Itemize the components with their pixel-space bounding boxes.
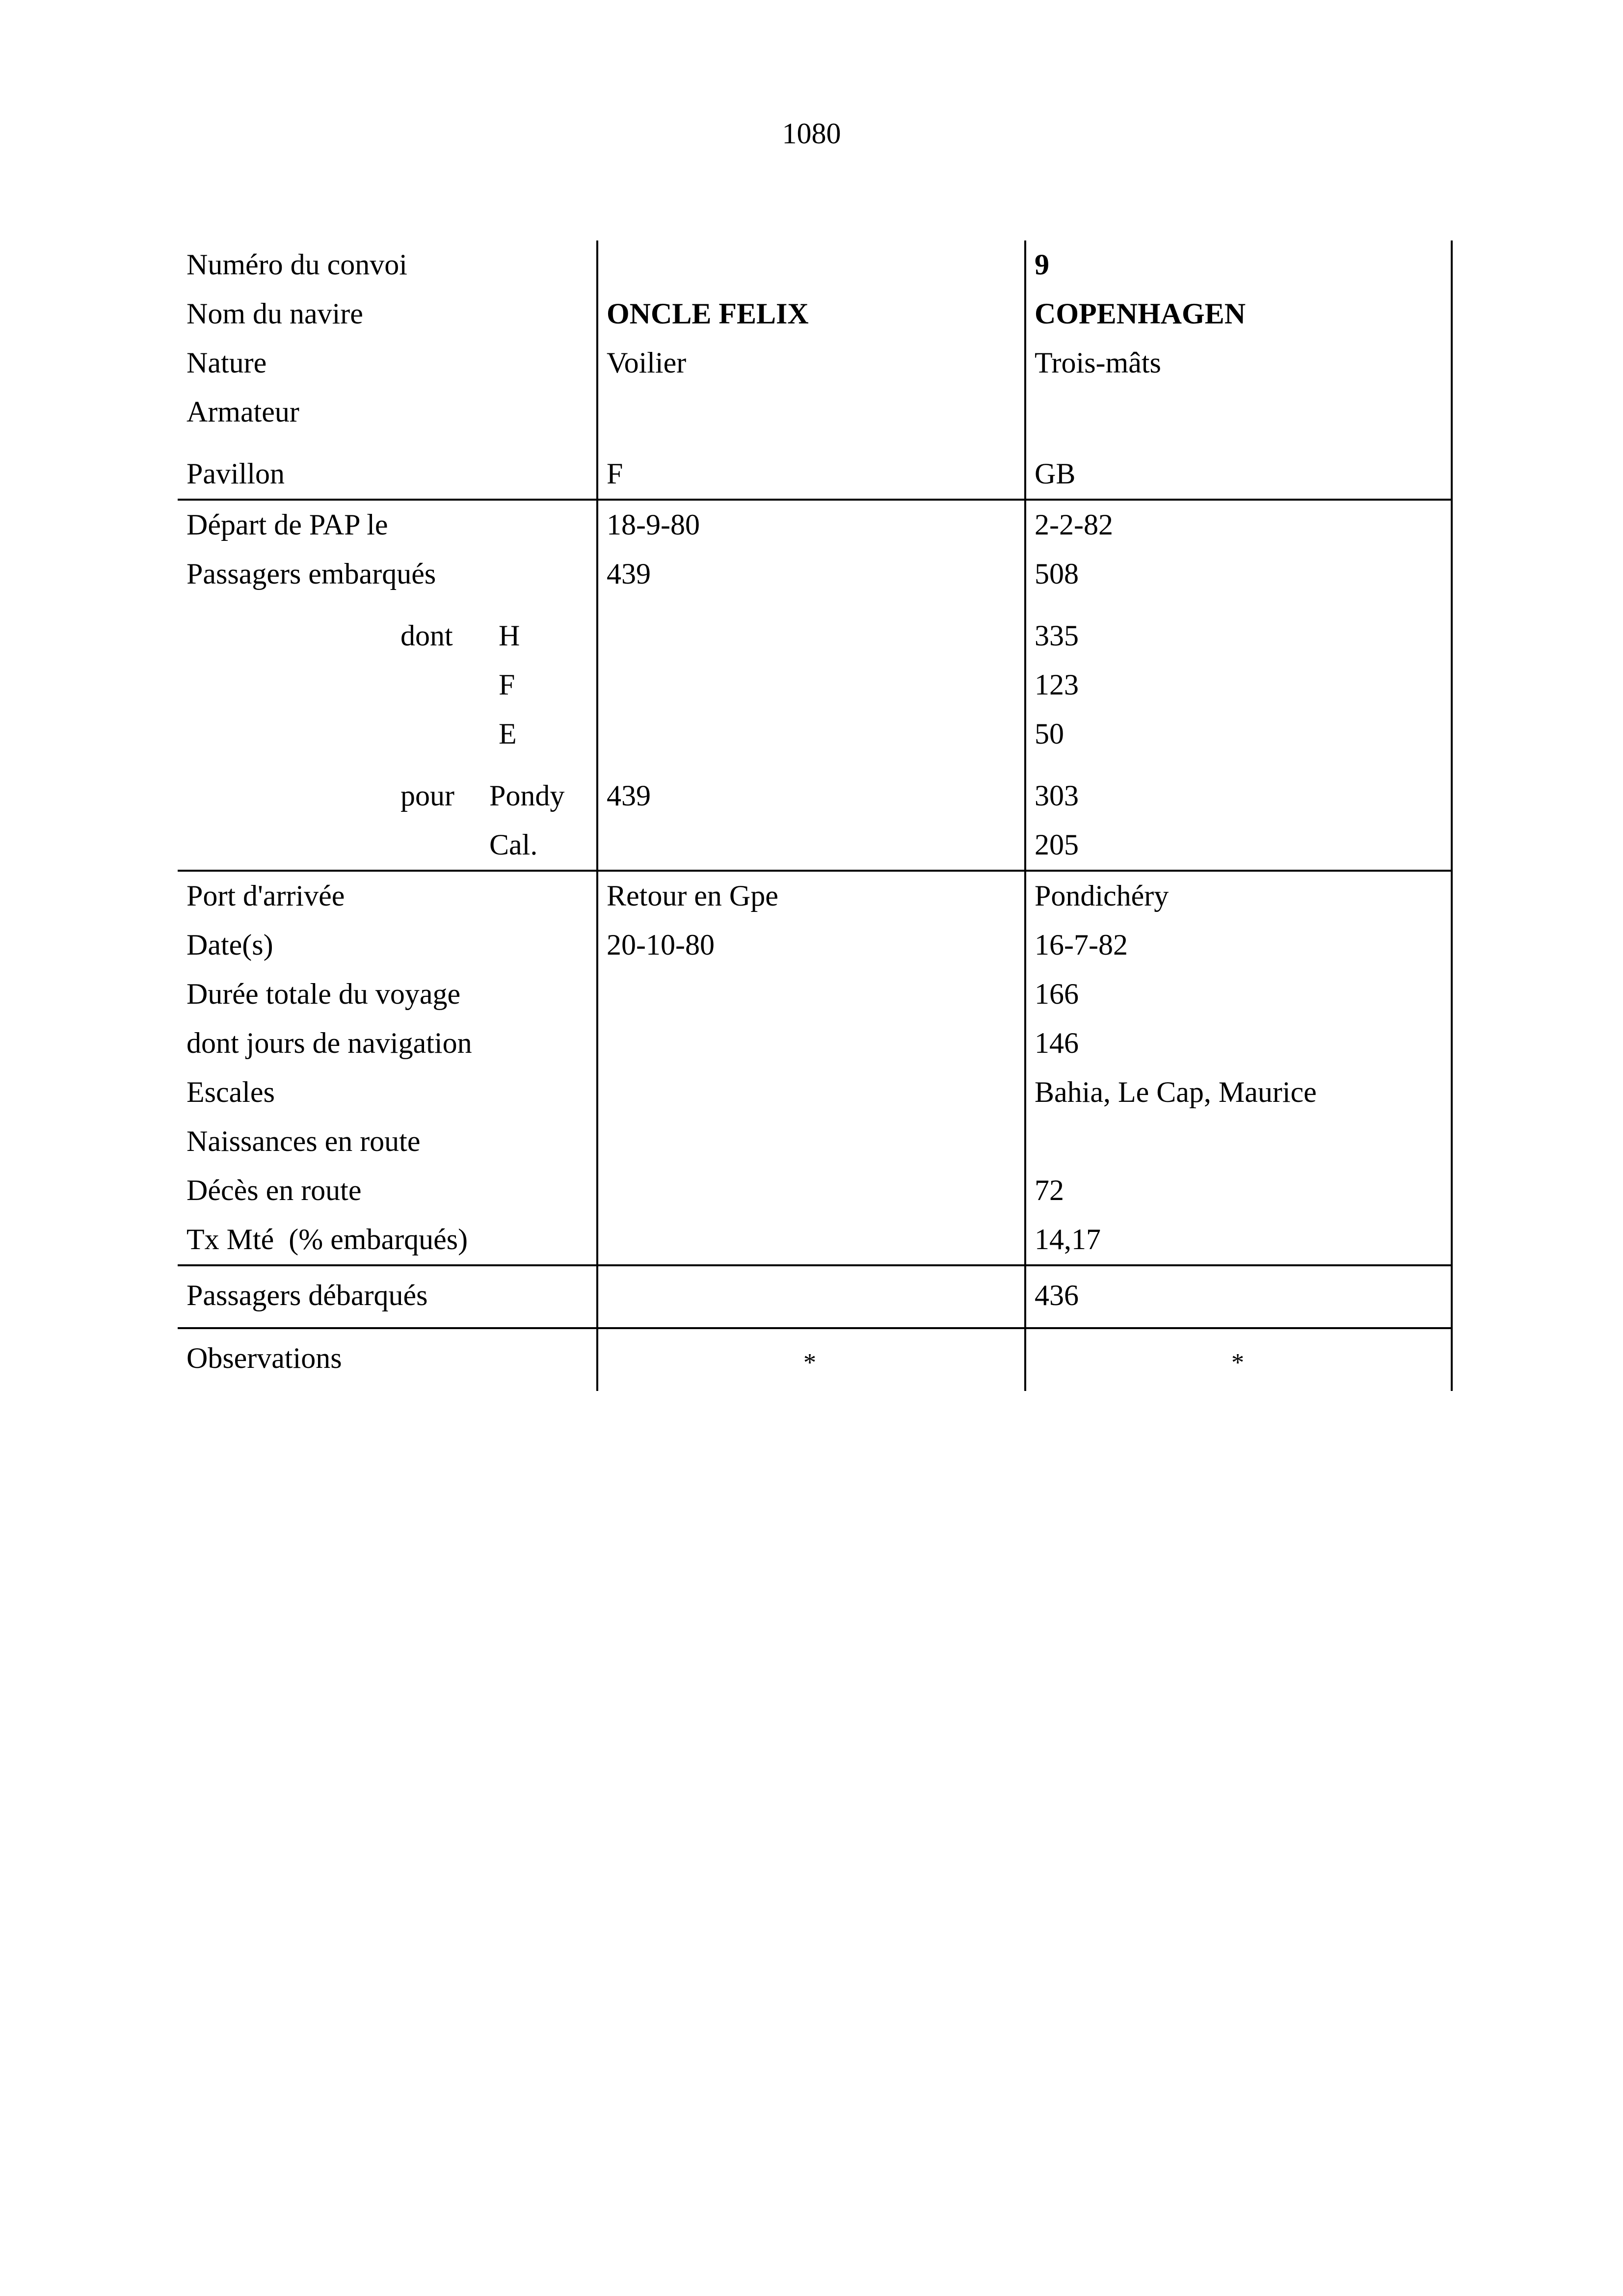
page-number: 1080 [782,117,841,150]
ship-b-escales: Bahia, Le Cap, Maurice [1035,1076,1317,1108]
row-duree [178,970,1453,1019]
row-pavillon [178,450,1453,499]
ship-b-depart: 2-2-82 [1035,508,1113,541]
label-pour: pour [400,779,454,812]
label-port: Port d'arrivée [186,880,345,912]
label-debarques: Passagers débarqués [186,1279,428,1311]
label-numero: Numéro du convoi [186,248,407,281]
row-dont-h [178,612,1453,661]
row-passagers [178,550,1453,599]
ship-b-duree: 166 [1035,978,1079,1010]
ship-a-pavillon: F [607,457,623,490]
row-numero [178,240,1453,290]
ship-b-port: Pondichéry [1035,880,1169,912]
label-escales: Escales [186,1076,275,1108]
section-debarques [178,1264,1453,1327]
ship-b-e: 50 [1035,718,1064,750]
ship-b-navigation: 146 [1035,1027,1079,1059]
ship-b-passagers: 508 [1035,558,1079,590]
label-navigation: dont jours de navigation [186,1027,472,1059]
row-f [178,661,1453,710]
ship-b-deces: 72 [1035,1174,1064,1206]
row-e [178,710,1453,759]
section-observations [178,1327,1453,1391]
ship-b-nom: COPENHAGEN [1035,297,1246,330]
row-naissances [178,1117,1453,1166]
label-observations: Observations [186,1342,342,1374]
label-armateur: Armateur [186,396,299,428]
ship-b-numero: 9 [1035,248,1049,281]
section-ship-identity [178,240,1453,499]
convoy-table [178,240,1453,1391]
ship-b-h: 335 [1035,619,1079,652]
label-e: E [499,718,517,750]
label-cal: Cal. [489,828,538,861]
label-tx: Tx Mté (% embarqués) [186,1223,468,1255]
row-nom [178,290,1453,339]
label-h: H [499,619,520,652]
ship-b-nature: Trois-mâts [1035,347,1161,379]
label-passagers: Passagers embarqués [186,558,436,590]
ship-a-pondy: 439 [607,779,651,812]
label-deces: Décès en route [186,1174,362,1206]
row-navigation [178,1019,1453,1068]
label-nature: Nature [186,347,267,379]
row-nature [178,339,1453,388]
ship-b-debarques: 436 [1035,1279,1079,1311]
row-depart [178,501,1453,550]
row-deces [178,1166,1453,1215]
ship-a-depart: 18-9-80 [607,508,700,541]
row-tx [178,1215,1453,1264]
label-depart: Départ de PAP le [186,508,388,541]
label-pondy: Pondy [489,779,565,812]
ship-b-tx: 14,17 [1035,1223,1101,1255]
label-dates: Date(s) [186,929,273,961]
ship-a-nom: ONCLE FELIX [607,297,809,330]
ship-a-port: Retour en Gpe [607,880,778,912]
label-naissances: Naissances en route [186,1125,421,1157]
ship-b-pondy: 303 [1035,779,1079,812]
section-departure [178,499,1453,870]
label-duree: Durée totale du voyage [186,978,461,1010]
ship-a-nature: Voilier [607,347,687,379]
ship-b-pavillon: GB [1035,457,1076,490]
ship-b-f: 123 [1035,668,1079,701]
section-arrival [178,870,1453,1264]
row-dates [178,921,1453,970]
ship-b-observations: * [1231,1349,1244,1377]
row-port [178,872,1453,921]
row-observations [178,1329,1453,1391]
ship-a-observations: * [803,1349,816,1377]
row-armateur [178,388,1453,437]
ship-b-dates: 16-7-82 [1035,929,1128,961]
label-f: F [499,668,515,701]
row-pour-pondy [178,772,1453,821]
ship-a-passagers: 439 [607,558,651,590]
label-pavillon: Pavillon [186,457,285,490]
label-nom: Nom du navire [186,297,363,330]
row-escales [178,1068,1453,1117]
label-dont: dont [400,619,453,652]
row-debarques [178,1266,1453,1327]
ship-a-dates: 20-10-80 [607,929,715,961]
ship-b-cal: 205 [1035,828,1079,861]
row-cal [178,821,1453,870]
